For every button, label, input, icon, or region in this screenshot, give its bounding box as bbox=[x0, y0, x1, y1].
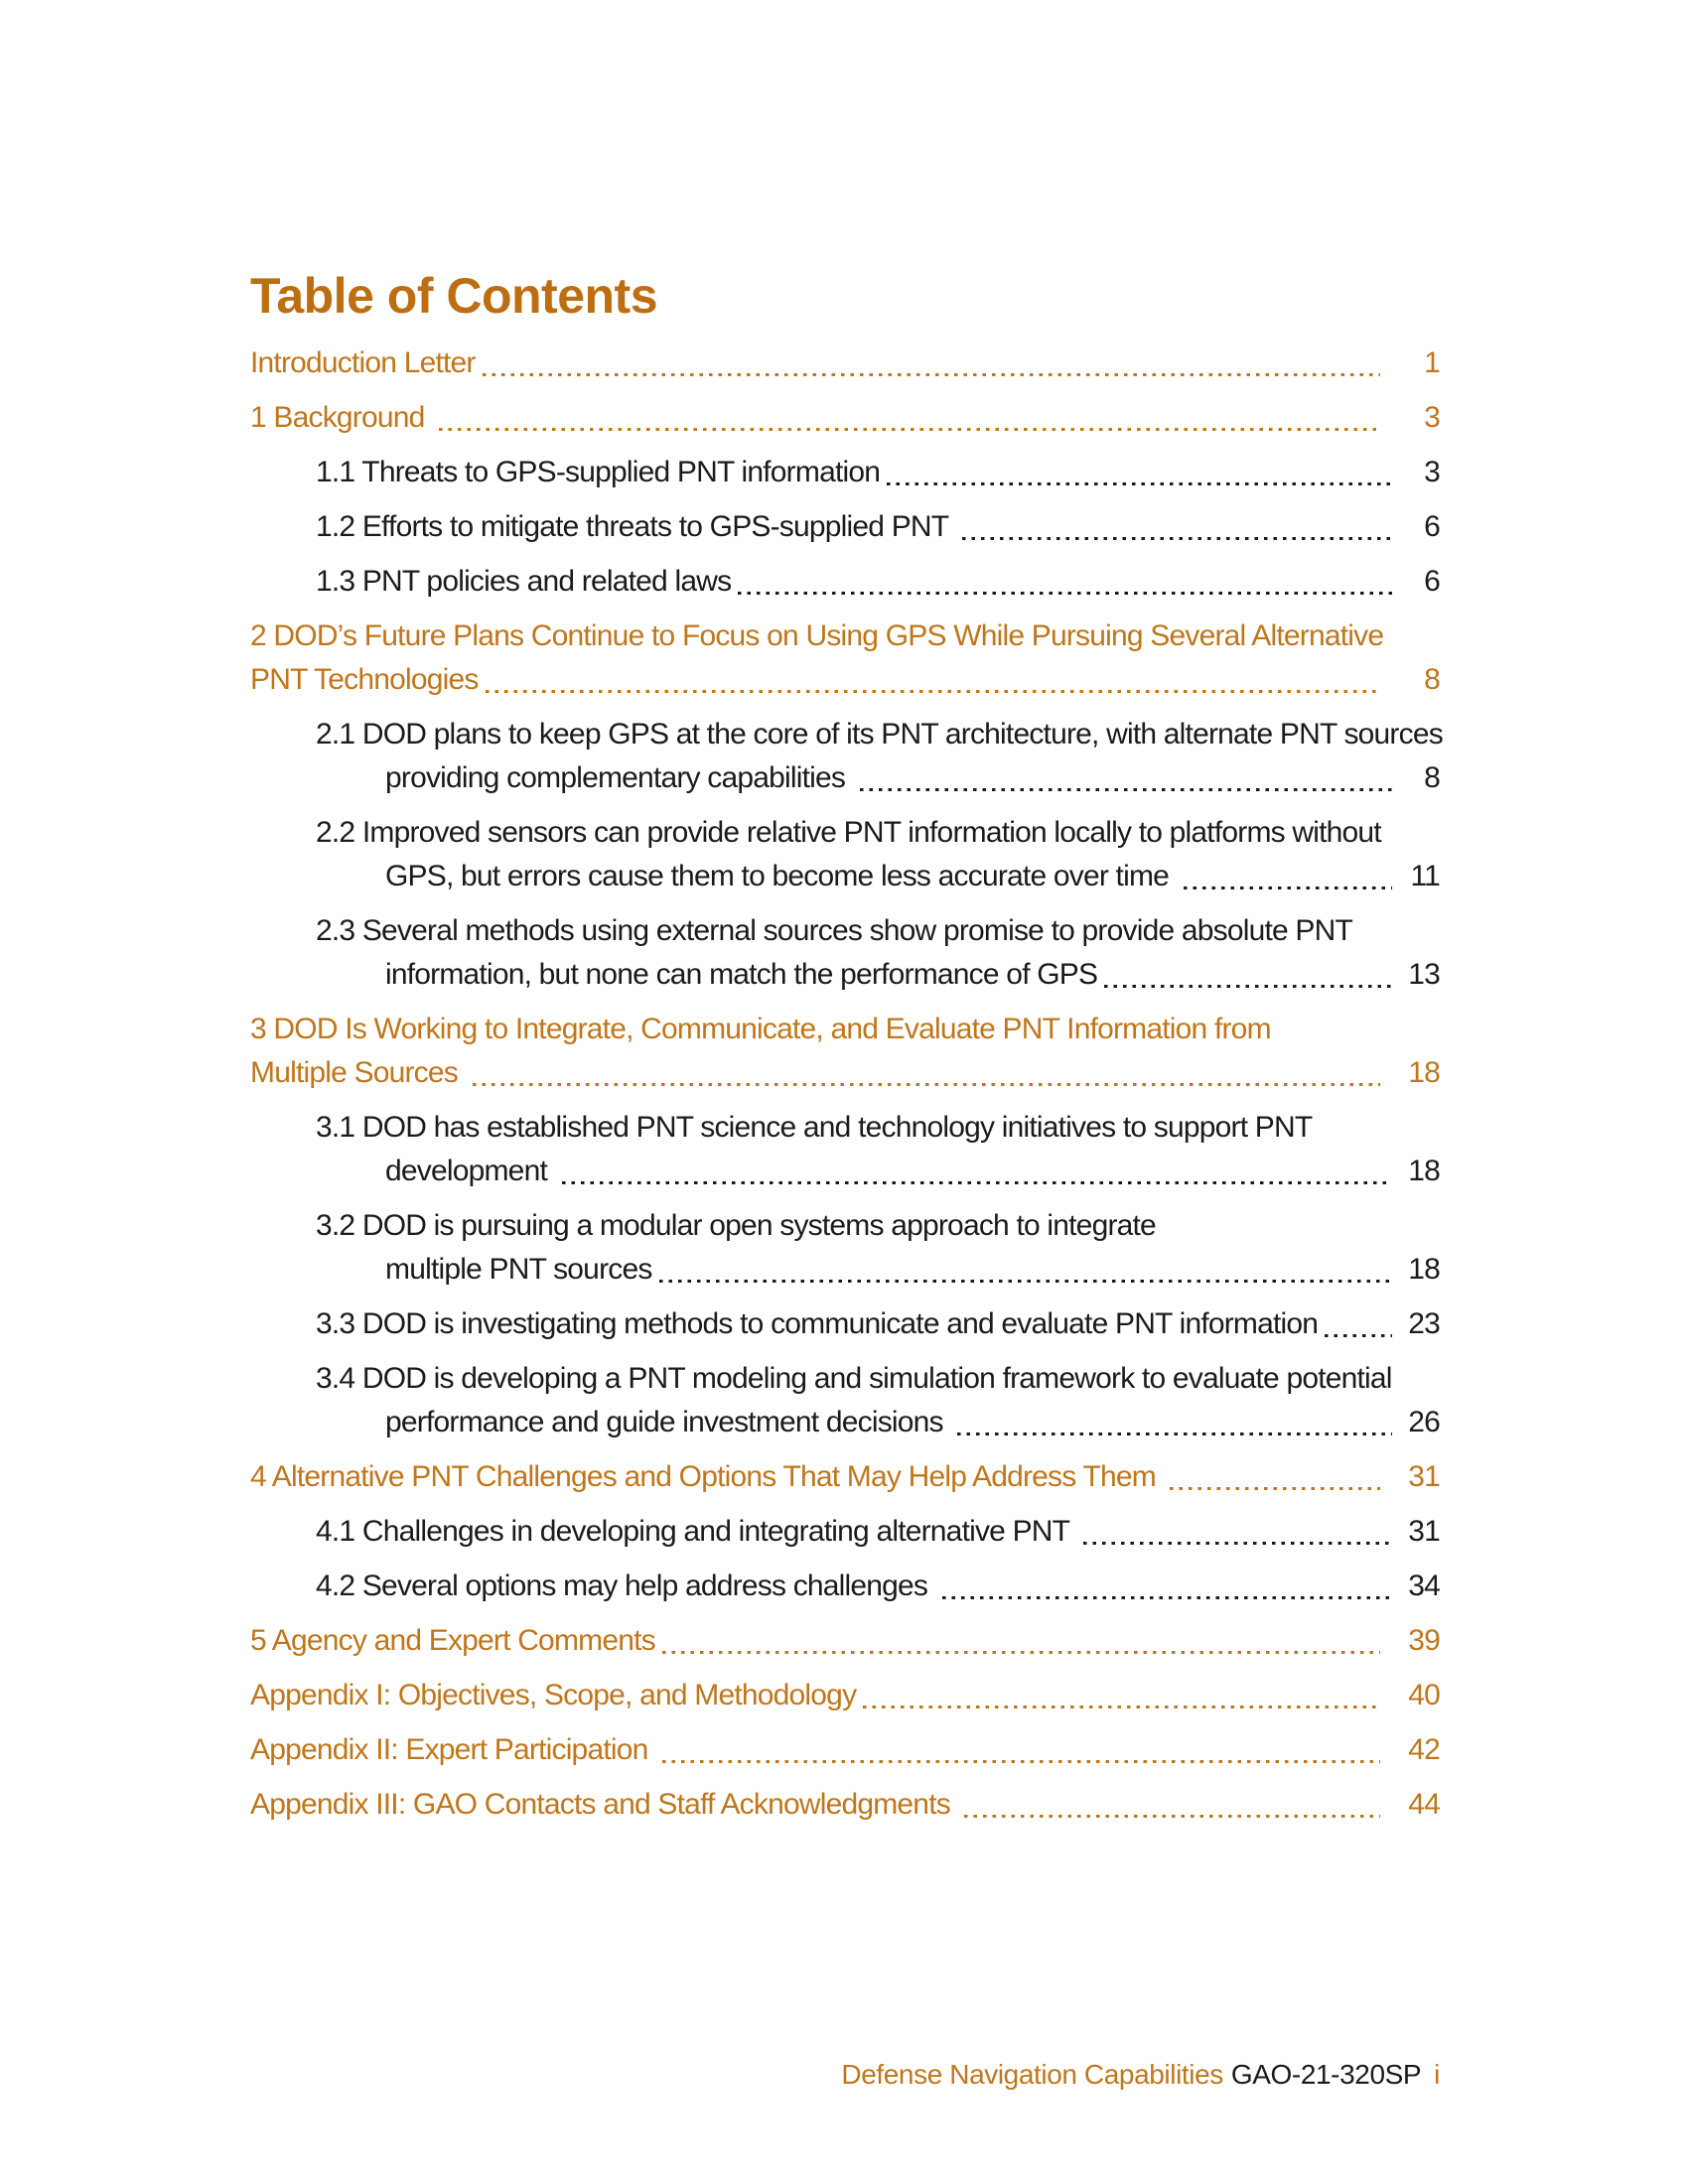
toc-entry[interactable] bbox=[250, 713, 1443, 800]
dot-leader bbox=[652, 1248, 1396, 1292]
dot-leader bbox=[476, 341, 1396, 385]
dot-leader bbox=[1163, 1455, 1396, 1499]
toc-entry[interactable] bbox=[250, 1674, 1440, 1717]
toc-entry-line bbox=[316, 1510, 1440, 1554]
page-number: 34 bbox=[1408, 1570, 1440, 1602]
page-number: 6 bbox=[1424, 510, 1440, 543]
dot-leader bbox=[655, 1728, 1396, 1772]
dot-leader bbox=[479, 658, 1396, 702]
toc-entry-text: 3 DOD Is Working to Integrate, Communicate, and Evaluate PNT Information from bbox=[250, 1013, 1271, 1045]
toc-entry-line bbox=[316, 1565, 1440, 1608]
toc-entry-line bbox=[316, 1302, 1440, 1346]
toc-entry-text: 3.4 DOD is developing a PNT modeling and simulation framework to evaluate potential bbox=[316, 1362, 1392, 1395]
toc-entry-text: 2.2 Improved sensors can provide relative PNT information locally to platforms without bbox=[316, 816, 1381, 849]
toc-entry[interactable] bbox=[250, 1008, 1440, 1095]
toc-entry[interactable] bbox=[250, 1357, 1440, 1444]
toc-entry-line bbox=[316, 855, 1440, 898]
toc-entry-text: PNT Technologies bbox=[250, 663, 479, 696]
toc-entry-line bbox=[316, 1204, 1440, 1248]
toc-entry-text: Multiple Sources bbox=[250, 1056, 466, 1089]
toc-entry-line bbox=[316, 756, 1440, 800]
page-number: 11 bbox=[1410, 860, 1440, 892]
toc-entry-line bbox=[316, 1357, 1440, 1401]
page-number: 8 bbox=[1424, 663, 1440, 696]
toc-entry-line bbox=[316, 953, 1440, 997]
toc-entry-text: 3.3 DOD is investigating methods to communicate and evaluate PNT information bbox=[316, 1307, 1319, 1340]
toc-entry-text: information, but none can match the performance of GPS bbox=[385, 958, 1098, 991]
footer-report-title: Defense Navigation Capabilities bbox=[841, 2059, 1223, 2090]
dot-leader bbox=[655, 1619, 1396, 1663]
page-number: 8 bbox=[1424, 761, 1440, 794]
toc-entry-text: 3.2 DOD is pursuing a modular open systems approach to integrate bbox=[316, 1209, 1156, 1242]
toc-entry[interactable] bbox=[250, 1510, 1440, 1554]
toc-entry-line bbox=[316, 560, 1440, 604]
toc-entry-text: 4 Alternative PNT Challenges and Options That May Help Address Them bbox=[250, 1460, 1164, 1493]
toc-entry[interactable] bbox=[250, 560, 1440, 604]
toc-entry-line bbox=[250, 1783, 1440, 1827]
toc-entry-line bbox=[250, 1008, 1440, 1051]
page-number: 18 bbox=[1408, 1155, 1440, 1187]
page-number: 44 bbox=[1408, 1788, 1440, 1821]
dot-leader bbox=[853, 756, 1396, 800]
toc-entry-line bbox=[316, 1106, 1440, 1150]
toc-entry-line bbox=[316, 1401, 1440, 1444]
page-number: 1 bbox=[1424, 346, 1440, 379]
toc-entry-line bbox=[250, 1051, 1440, 1095]
toc-entry-text: 4.1 Challenges in developing and integrating alternative PNT bbox=[316, 1515, 1077, 1548]
toc-entry-line bbox=[250, 1619, 1440, 1663]
toc-entry[interactable] bbox=[250, 396, 1440, 440]
page-number: 18 bbox=[1408, 1253, 1440, 1286]
page-number: 31 bbox=[1408, 1460, 1440, 1493]
dot-leader bbox=[950, 1401, 1396, 1444]
toc-entry-text: 1.2 Efforts to mitigate threats to GPS-supplied PNT bbox=[316, 510, 956, 543]
toc-entry[interactable] bbox=[250, 614, 1440, 702]
toc-entry-line bbox=[250, 1728, 1440, 1772]
page-number: 18 bbox=[1408, 1056, 1440, 1089]
page-number: 39 bbox=[1408, 1624, 1440, 1657]
toc-entry-text: 1.1 Threats to GPS-supplied PNT information bbox=[316, 456, 881, 488]
toc-entry-text: Introduction Letter bbox=[250, 346, 476, 379]
page-number: 13 bbox=[1408, 958, 1440, 991]
dot-leader bbox=[1097, 953, 1396, 997]
toc-entry[interactable] bbox=[250, 505, 1440, 549]
toc-entry[interactable] bbox=[250, 341, 1440, 385]
page-number: 3 bbox=[1424, 456, 1440, 488]
toc-entry-text: 1.3 PNT policies and related laws bbox=[316, 565, 732, 598]
dot-leader bbox=[935, 1565, 1396, 1608]
toc-entry-text: Appendix I: Objectives, Scope, and Methodology bbox=[250, 1679, 857, 1711]
toc-entry-text: multiple PNT sources bbox=[385, 1253, 652, 1286]
toc-entry-text: 4.2 Several options may help address challenges bbox=[316, 1570, 935, 1602]
dot-leader bbox=[555, 1150, 1396, 1193]
toc-entry[interactable] bbox=[250, 1204, 1440, 1292]
toc-entry[interactable] bbox=[250, 1565, 1440, 1608]
toc-entry-line bbox=[250, 1674, 1440, 1717]
page-number: 26 bbox=[1408, 1406, 1440, 1438]
toc-entry[interactable] bbox=[250, 1619, 1440, 1663]
toc-entry-text: development bbox=[385, 1155, 555, 1187]
toc-entry[interactable] bbox=[250, 1783, 1440, 1827]
toc-entry-text: 5 Agency and Expert Comments bbox=[250, 1624, 655, 1657]
toc-entry-text: 2 DOD’s Future Plans Continue to Focus on Using GPS While Pursuing Several Alternative bbox=[250, 619, 1384, 652]
toc-entry-text: 1 Background bbox=[250, 401, 433, 434]
toc-entry-line bbox=[250, 396, 1440, 440]
page-number: 31 bbox=[1408, 1515, 1440, 1548]
toc-entry-line bbox=[250, 1455, 1440, 1499]
toc-entry[interactable] bbox=[250, 1728, 1440, 1772]
page-footer bbox=[841, 2059, 1440, 2091]
dot-leader bbox=[432, 396, 1396, 440]
page-number: 40 bbox=[1408, 1679, 1440, 1711]
page-number: 42 bbox=[1408, 1733, 1440, 1766]
toc-list bbox=[250, 341, 1443, 1827]
dot-leader bbox=[955, 505, 1396, 549]
dot-leader bbox=[1318, 1302, 1396, 1346]
toc-entry-line bbox=[316, 713, 1443, 756]
dot-leader bbox=[466, 1051, 1397, 1095]
toc-entry-line bbox=[316, 811, 1440, 855]
page-number: 23 bbox=[1408, 1307, 1440, 1340]
toc-entry-line bbox=[250, 341, 1440, 385]
footer-report-number: GAO-21-320SP bbox=[1230, 2059, 1422, 2090]
dot-leader bbox=[856, 1674, 1396, 1717]
toc-entry-text: Appendix II: Expert Participation bbox=[250, 1733, 656, 1766]
toc-entry-text: Appendix III: GAO Contacts and Staff Acknowledgments bbox=[250, 1788, 958, 1821]
toc-entry-line bbox=[250, 658, 1440, 702]
toc-entry-line bbox=[316, 451, 1440, 494]
toc-entry-text: 3.1 DOD has established PNT science and technology initiatives to support PNT bbox=[316, 1111, 1313, 1144]
dot-leader bbox=[957, 1783, 1396, 1827]
dot-leader bbox=[731, 560, 1396, 604]
dot-leader bbox=[1177, 855, 1396, 898]
toc-entry-line bbox=[250, 614, 1440, 658]
toc-entry-text: providing complementary capabilities bbox=[385, 761, 853, 794]
toc-content bbox=[250, 266, 1443, 1838]
toc-entry-line bbox=[316, 1248, 1440, 1292]
toc-entry[interactable] bbox=[250, 909, 1440, 997]
toc-entry[interactable] bbox=[250, 451, 1440, 494]
toc-entry[interactable] bbox=[250, 1455, 1440, 1499]
toc-entry-text: 2.3 Several methods using external sources show promise to provide absolute PNT bbox=[316, 914, 1353, 947]
toc-entry-text: 2.1 DOD plans to keep GPS at the core of its PNT architecture, with alternate PNT sources bbox=[316, 718, 1443, 751]
toc-entry-text: performance and guide investment decisions bbox=[385, 1406, 951, 1438]
footer-page-number: i bbox=[1434, 2059, 1440, 2090]
toc-entry-text: GPS, but errors cause them to become less accurate over time bbox=[385, 860, 1177, 892]
toc-entry[interactable] bbox=[250, 1106, 1440, 1193]
toc-entry[interactable] bbox=[250, 811, 1440, 898]
page-number: 3 bbox=[1424, 401, 1440, 434]
page-title: Table of Contents bbox=[250, 268, 658, 324]
toc-entry-line bbox=[316, 505, 1440, 549]
toc-entry-line bbox=[316, 1150, 1440, 1193]
dot-leader bbox=[880, 451, 1396, 494]
toc-entry-line bbox=[316, 909, 1440, 953]
page-number: 6 bbox=[1424, 565, 1440, 598]
toc-entry[interactable] bbox=[250, 1302, 1440, 1346]
dot-leader bbox=[1076, 1510, 1396, 1554]
